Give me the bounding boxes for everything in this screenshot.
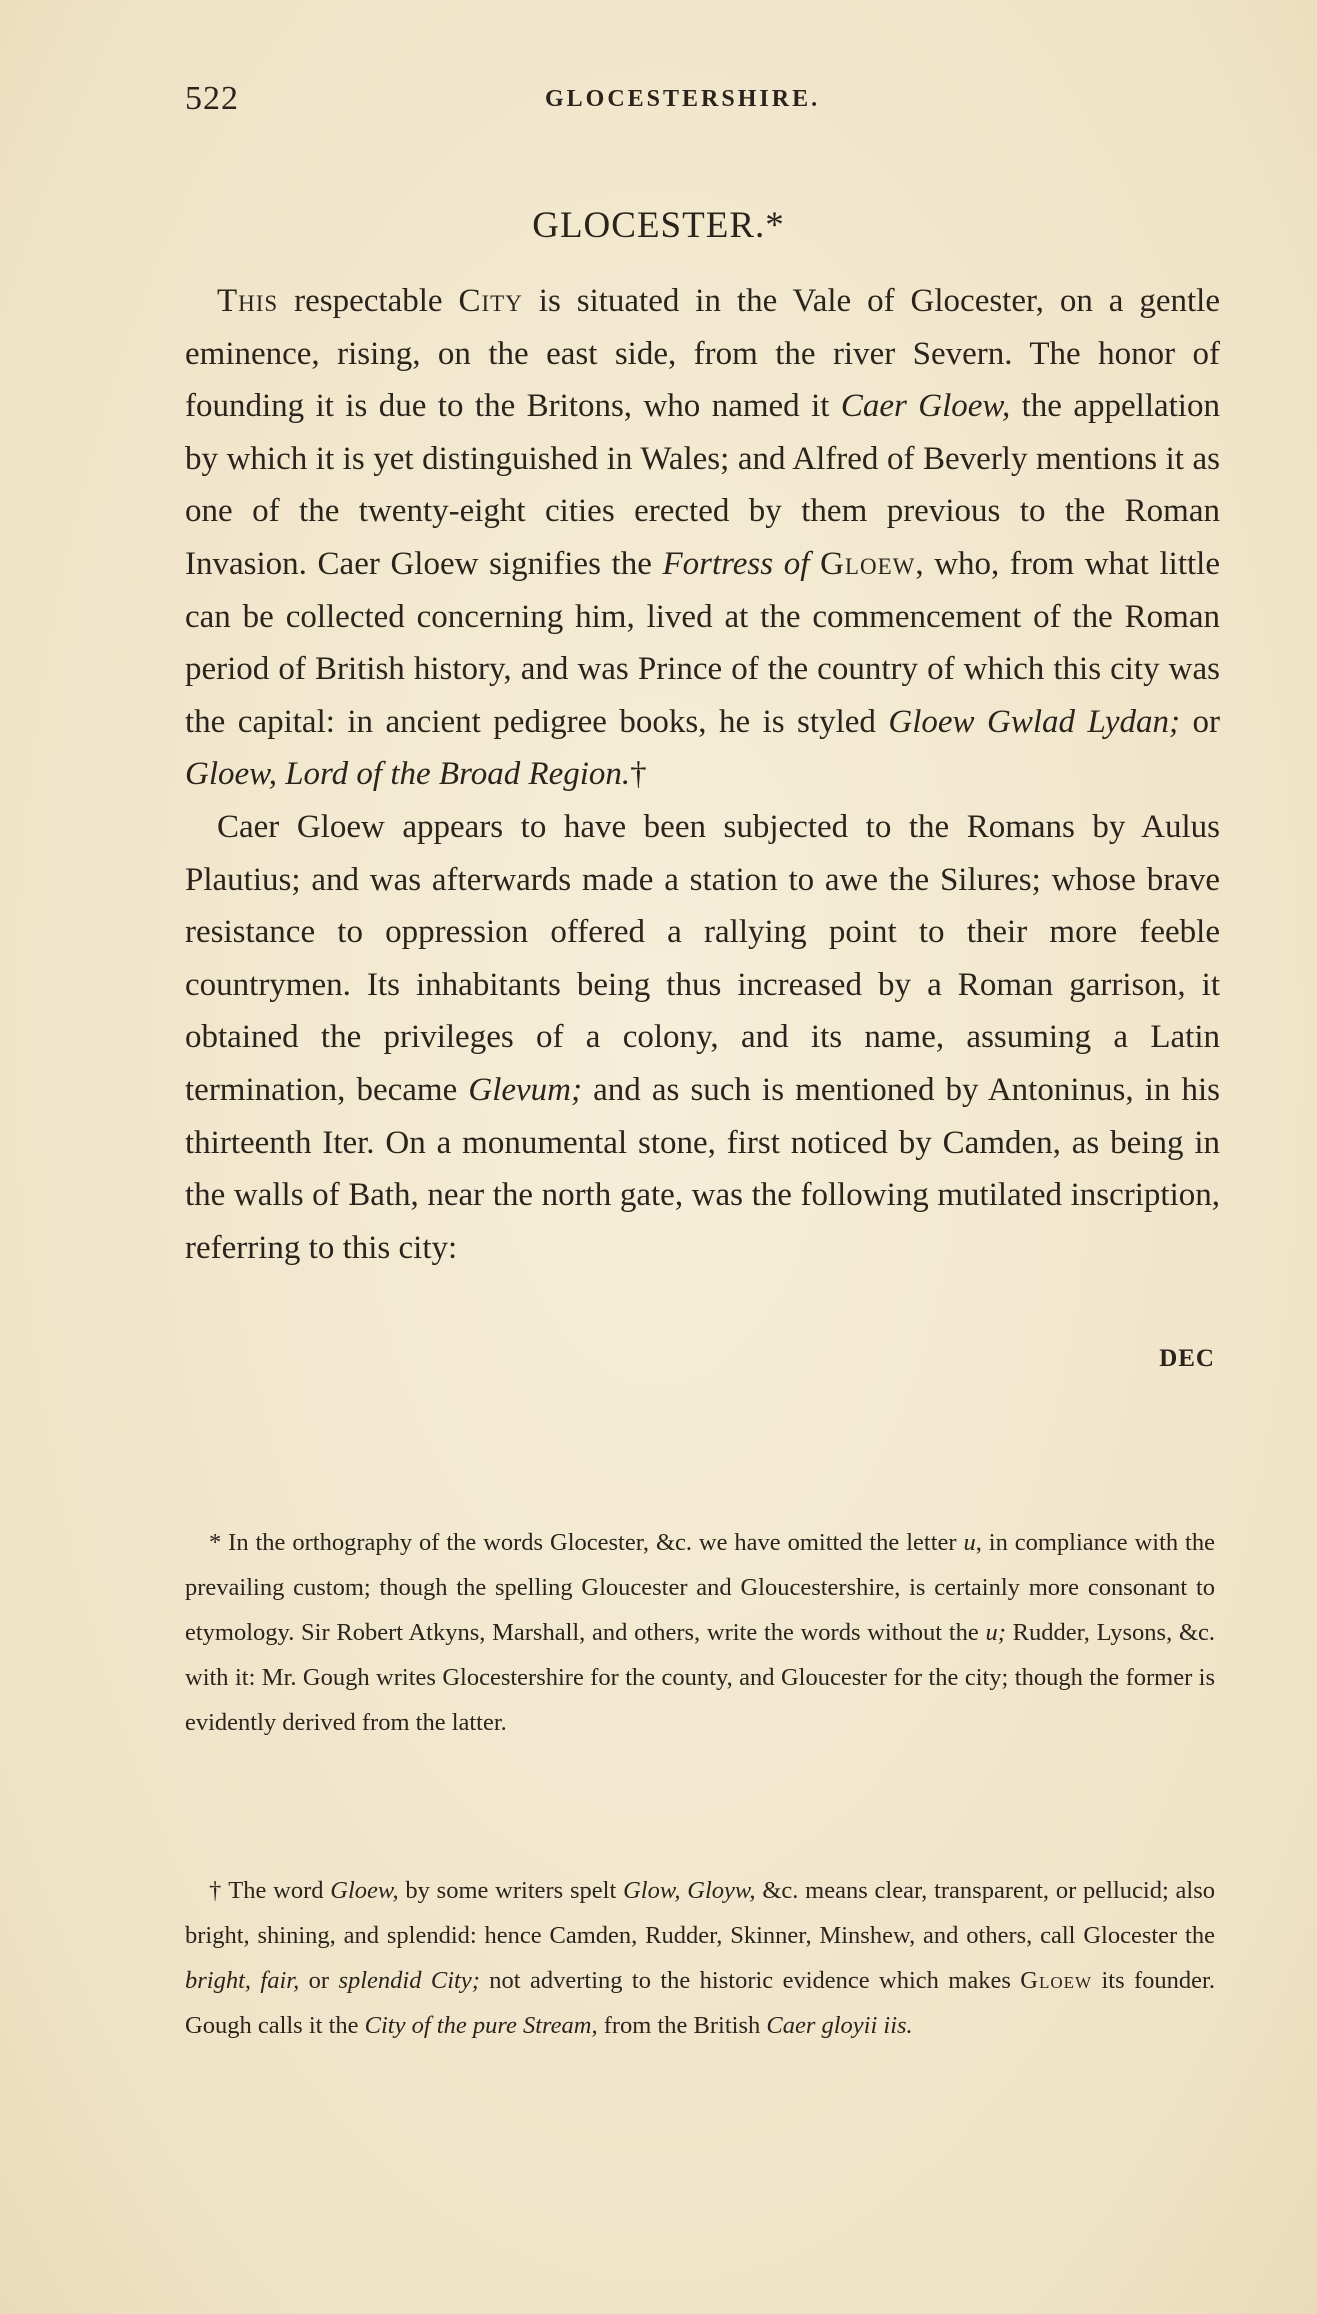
- italic-lord-of-broad-region: Gloew, Lord of the Broad Region.: [185, 756, 631, 793]
- city-word: City: [458, 283, 523, 319]
- chapter-heading: GLOCESTER.*: [532, 205, 785, 246]
- italic-glevum: Glevum;: [468, 1071, 582, 1108]
- italic-gloew-gwlad-lydan: Gloew Gwlad Lydan;: [888, 703, 1181, 740]
- page-number: 522: [185, 80, 239, 117]
- footnote-1: * In the orthography of the words Glocester, &c. we have omitted the letter u, in compliance with the prevailing custom; though the spelling Gloucester and Gloucestershire, is certainly more consonant to etymology. Sir Robert Atkyns, Marshall, and others, write the words without the u; Rudder, Lysons, &c. with it: Mr. Gough writes Glocestershire for the county, and Gloucester for the city; though the former is evidently derived from the latter.: [185, 1529, 1216, 1736]
- catchword: DEC: [1159, 1345, 1215, 1372]
- paragraph-1: This respectable City is situated in the Vale of Glocester, on a gentle eminence, rising, on the east side, from the river Severn. The honor of founding it is due to the Britons, who named it Caer Gloew, the appellation by which it is yet distinguished in Wales; and Alfred of Beverly mentions it as one of the twenty-eight cities erected by them previous to the Roman Invasion. Caer Gloew signifies the Fortress of Gloew, who, from what little can be collected concerning him, lived at the commencement of the Roman period of British history, and was Prince of the country of which this city was the capital: in ancient pedigree books, he is styled Gloew Gwlad Lydan; or Gloew, Lord of the Broad Region.†: [185, 283, 1220, 793]
- running-title: GLOCESTERSHIRE.: [545, 86, 821, 112]
- italic-caer-gloew: Caer Gloew,: [840, 388, 1011, 425]
- lead-word: This: [217, 283, 279, 319]
- name-gloew-footnote: Gloew: [1020, 1967, 1093, 1994]
- italic-fortress-of: Fortress of: [662, 545, 810, 582]
- paragraph-2: Caer Gloew appears to have been subjected to the Romans by Aulus Plautius; and was afterwards made a station to awe the Silures; whose brave resistance to oppression offered a rallying point to their more feeble countrymen. Its inhabitants being thus increased by a Roman garrison, it obtained the privileges of a colony, and its name, assuming a Latin termination, became Glevum; and as such is mentioned by Antoninus, in his thirteenth Iter. On a monumental stone, first noticed by Camden, as being in the walls of Bath, near the north gate, was the following mutilated inscription, referring to this city:: [185, 808, 1220, 1266]
- footnote-2: † The word Gloew, by some writers spelt Glow, Gloyw, &c. means clear, transparent, or pellucid; also bright, shining, and splendid: hence Camden, Rudder, Skinner, Minshew, and others, call Glocester the bright, fair, or splendid City; not adverting to the historic evidence which makes Gloew its founder. Gough calls it the City of the pure Stream, from the British Caer gloyii iis.: [185, 1877, 1216, 2039]
- name-gloew: Gloew: [820, 545, 916, 582]
- body-text: [185, 275, 1220, 1274]
- footnote-marker-dagger: †: [630, 756, 647, 793]
- running-head: [185, 80, 1225, 130]
